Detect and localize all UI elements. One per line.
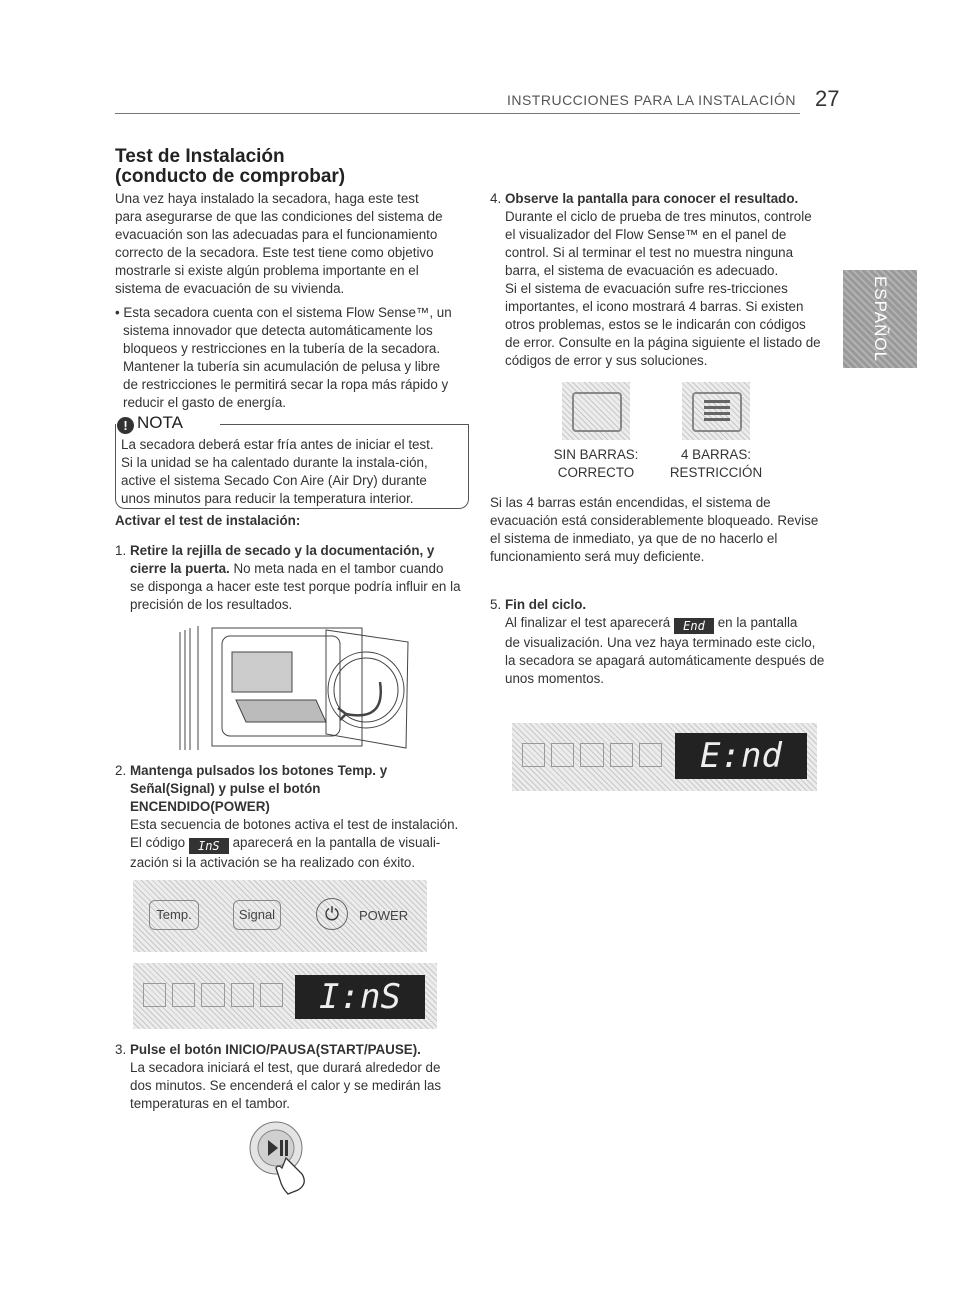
note-rule xyxy=(220,424,468,425)
text-line: evacuación está considerablemente bloqueado. Revise xyxy=(490,513,819,528)
text-line: el sistema de inmediato, ya que de no hacerlo el xyxy=(490,531,778,546)
flow-sense-no-bars xyxy=(562,382,630,440)
text-line: Si las 4 barras están encendidas, el sistema de xyxy=(490,495,771,510)
signal-button[interactable]: Signal xyxy=(233,900,281,930)
warning-icon: ! xyxy=(117,417,134,434)
title-line-1: Test de Instalación xyxy=(115,146,285,167)
step-5-number: 5. xyxy=(490,597,502,612)
page-number: 27 xyxy=(815,86,840,111)
blocked-paragraph xyxy=(490,494,840,566)
dry-level-icon xyxy=(522,743,545,767)
flow-sense-four-bars xyxy=(682,382,750,440)
text-line: precisión de los resultados. xyxy=(130,597,293,612)
ins-code-display: InS xyxy=(189,838,229,854)
flow-sense-icon xyxy=(260,983,283,1007)
caption-line: CORRECTO xyxy=(557,465,635,480)
text-line: se disponga a hacer este test porque podría influir en la xyxy=(130,579,461,594)
step-2-heading: ENCENDIDO(POWER) xyxy=(130,799,270,814)
step-4-number: 4. xyxy=(490,191,502,206)
language-tab-label: ESPAÑOL xyxy=(871,275,890,363)
step-3-heading: Pulse el botón INICIO/PAUSA(START/PAUSE). xyxy=(130,1042,421,1057)
text-line: aparecerá en la pantalla de visuali- xyxy=(232,835,441,850)
text-line: otros problemas, estos se le indicarán con códigos xyxy=(505,317,806,332)
step-5 xyxy=(505,596,845,688)
text-line: sistema innovador que detecta automáticamente los xyxy=(123,323,433,338)
text-line: reducir el gasto de energía. xyxy=(123,395,287,410)
dryer-door-open-illustration xyxy=(176,622,426,752)
start-pause-press-illustration xyxy=(246,1118,326,1198)
step-1-number: 1. xyxy=(115,543,127,558)
text-line: Al finalizar el test aparecerá xyxy=(505,615,671,630)
step-3 xyxy=(130,1041,470,1113)
text-line: evacuación son las adecuadas para el funcionamiento xyxy=(115,227,438,242)
text-line: temperaturas en el tambor. xyxy=(130,1096,291,1111)
note-text xyxy=(121,436,466,508)
text-line: Una vez haya instalado la secadora, haga este test xyxy=(115,191,419,206)
duct-icon xyxy=(692,392,742,432)
lcd-end: E:nd xyxy=(675,733,807,779)
display-panel-end xyxy=(512,723,817,791)
text-line: barra, el sistema de evacuación es adecuado. xyxy=(505,263,779,278)
text-line: control. Si al terminar el test no muestra ninguna xyxy=(505,245,794,260)
note-title: NOTA xyxy=(137,413,183,432)
signal-icon xyxy=(610,743,633,767)
text-line: de visualización. Una vez haya terminado este ciclo, xyxy=(505,635,816,650)
text-line: funcionamiento será muy deficiente. xyxy=(490,549,705,564)
text-line: en la pantalla xyxy=(717,615,798,630)
step-5-heading: Fin del ciclo. xyxy=(505,597,587,612)
power-label: POWER xyxy=(359,908,409,923)
note-heading xyxy=(117,413,183,434)
step-4 xyxy=(505,190,845,370)
flow-sense-icon xyxy=(639,743,662,767)
activate-heading: Activar el test de instalación: xyxy=(115,513,301,528)
text-line: bloqueos y restricciones en la tubería de la secadora. xyxy=(123,341,441,356)
running-header: INSTRUCCIONES PARA LA INSTALACIÓN xyxy=(506,92,796,108)
time-icon xyxy=(201,983,224,1007)
section-title xyxy=(115,147,345,187)
status-icons xyxy=(522,743,662,773)
text-line: Si la unidad se ha calentado durante la instala-ción, xyxy=(121,455,428,470)
step-3-number: 3. xyxy=(115,1042,127,1057)
status-icons xyxy=(143,983,283,1013)
caption-line: 4 BARRAS: xyxy=(681,447,751,462)
temp-button[interactable]: Temp. xyxy=(149,900,199,930)
caption-line: RESTRICCIÓN xyxy=(669,465,763,480)
step-2-heading: Mantenga pulsados los botones Temp. y xyxy=(130,763,388,778)
text-line: Si el sistema de evacuación sufre res-tricciones xyxy=(505,281,788,296)
display-panel-ins xyxy=(133,963,437,1029)
step-1-heading: Retire la rejilla de secado y la documentación, y xyxy=(130,543,435,558)
text-line: dos minutos. Se encenderá el calor y se medirán las xyxy=(130,1078,442,1093)
step-1 xyxy=(130,542,470,614)
text-line: active el sistema Secado Con Aire (Air Dry) durante xyxy=(121,473,427,488)
text-line: códigos de error y sus soluciones. xyxy=(505,353,708,368)
intro-paragraph xyxy=(115,190,465,298)
text-line: correcto de la secadora. Este test tiene como objetivo xyxy=(115,245,434,260)
text-line: Esta secuencia de botones activa el test de instalación. xyxy=(130,817,459,832)
text-line: La secadora deberá estar fría antes de iniciar el test. xyxy=(121,437,434,452)
text-line: Durante el ciclo de prueba de tres minutos, controle xyxy=(505,209,812,224)
text-line: La secadora iniciará el test, que durará alrededor de xyxy=(130,1060,441,1075)
text-line: • Esta secadora cuenta con el sistema Flow Sense™, un xyxy=(115,305,452,320)
text-line: unos momentos. xyxy=(505,671,604,686)
dry-level-icon xyxy=(143,983,166,1007)
control-panel-buttons xyxy=(133,880,427,952)
flow-sense-bullet xyxy=(115,304,470,412)
text-line: mostrarle si existe algún problema importante en el xyxy=(115,263,419,278)
caption-no-bars xyxy=(540,446,652,482)
language-tab xyxy=(843,270,917,368)
text-line: unos minutos para reducir la temperatura interior. xyxy=(121,491,414,506)
text-line: de error. Consulte en la página siguiente el listado de xyxy=(505,335,821,350)
text-line: El código xyxy=(130,835,186,850)
text-line: el visualizador del Flow Sense™ en el panel de xyxy=(505,227,787,242)
caption-four-bars xyxy=(660,446,772,482)
text-line: importantes, el icono mostrará 4 barras. Si existen xyxy=(505,299,804,314)
text-line: de restricciones le permitirá secar la ropa más rápido y xyxy=(123,377,449,392)
end-code-display: End xyxy=(674,618,714,634)
signal-icon xyxy=(231,983,254,1007)
temp-icon xyxy=(551,743,574,767)
text-line: No meta nada en el tambor cuando xyxy=(229,561,444,576)
text-line: zación si la activación se ha realizado con éxito. xyxy=(130,855,416,870)
step-2 xyxy=(130,762,470,872)
lcd-ins: I:nS xyxy=(295,975,425,1019)
duct-icon xyxy=(572,392,622,432)
text-line: para asegurarse de que las condiciones del sistema de xyxy=(115,209,443,224)
caption-line: SIN BARRAS: xyxy=(553,447,639,462)
title-line-2: (conducto de comprobar) xyxy=(115,166,346,187)
step-2-heading: Señal(Signal) y pulse el botón xyxy=(130,781,321,796)
power-icon[interactable]: ⏻ xyxy=(316,898,348,930)
step-2-number: 2. xyxy=(115,763,127,778)
step-1-heading-end: cierre la puerta. xyxy=(130,561,230,576)
time-icon xyxy=(580,743,603,767)
text-line: Mantener la tubería sin acumulación de pelusa y libre xyxy=(123,359,441,374)
text-line: la secadora se apagará automáticamente después de xyxy=(505,653,825,668)
step-4-heading: Observe la pantalla para conocer el resultado. xyxy=(505,191,799,206)
temp-icon xyxy=(172,983,195,1007)
text-line: sistema de evacuación de su vivienda. xyxy=(115,281,345,296)
header-rule xyxy=(115,113,800,114)
